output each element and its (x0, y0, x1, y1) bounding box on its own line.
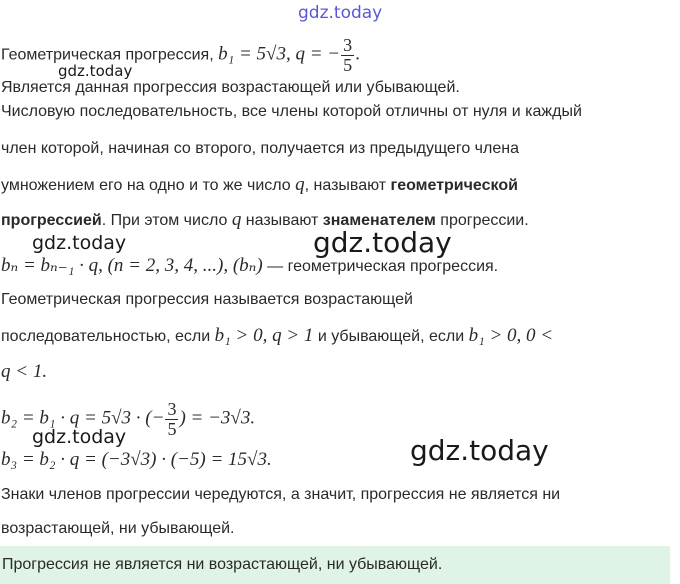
task-q-prefix: q = − (290, 43, 341, 65)
formula-definition: bₙ = bₙ₋₁ · q, (n = 2, 3, 4, ...), (bₙ) (1, 255, 263, 276)
conclusion-line-2: возрастающей, ни убывающей. (1, 520, 235, 537)
task-q-suffix: . (355, 43, 360, 65)
theory-formula-line (1, 256, 498, 277)
theory-line-1: Числовую последовательность, все члены которой отличны от нуля и каждый (1, 103, 582, 120)
formula-text: — геометрическая прогрессия. (262, 258, 499, 275)
watermark: gdz.today (313, 226, 452, 259)
text: и убывающей, если (313, 328, 469, 345)
theory-line-3 (1, 175, 518, 196)
watermark: gdz.today (32, 426, 127, 448)
math-condition-decreasing: b₁ > 0, 0 < (468, 325, 554, 346)
term-bold: прогрессией (1, 212, 102, 229)
fraction-denominator: 5 (167, 419, 177, 439)
answer-box (0, 546, 670, 584)
watermark: gdz.today (298, 3, 383, 23)
text: умножением его на одно и то же число (1, 177, 296, 194)
watermark: gdz.today (32, 232, 127, 254)
conclusion-line-1: Знаки членов прогрессии чередуются, а значит, прогрессия не является ни (1, 486, 561, 503)
answer-text: Прогрессия не является ни возрастающей, ни убывающей. (2, 556, 443, 573)
solution-b3 (1, 450, 272, 471)
b2-fraction (165, 400, 178, 439)
math-condition-q: q < 1. (1, 361, 48, 382)
fraction-denominator: 5 (343, 55, 353, 75)
text: прогрессии. (435, 212, 529, 229)
fraction-numerator: 3 (167, 399, 177, 419)
fraction-numerator: 3 (343, 35, 353, 55)
term-bold: геометрической (390, 177, 518, 194)
theory-line-2: член которой, начиная со второго, получается из предыдущего члена (1, 140, 519, 157)
math-b3: b₃ = b₂ · q = (−3√3) · (−5) = 15√3. (1, 449, 272, 470)
task-question: Является данная прогрессия возрастающей или убывающей. (1, 79, 460, 96)
watermark: gdz.today (58, 62, 133, 80)
text: называют (241, 212, 323, 229)
theory-line-6 (1, 326, 553, 347)
theory-line-5: Геометрическая прогрессия называется возрастающей (1, 291, 413, 308)
task-line (1, 36, 360, 75)
watermark: gdz.today (410, 434, 549, 467)
text: последовательностью, если (1, 328, 215, 345)
math-q: q (295, 174, 305, 195)
solution-b2 (1, 400, 255, 439)
term-bold: знаменателем (322, 212, 436, 229)
text: . При этом число (101, 212, 232, 229)
math-q: q (231, 209, 242, 230)
theory-line-7 (1, 362, 47, 383)
text: , называют (304, 177, 391, 194)
math-condition-increasing: b₁ > 0, q > 1 (214, 325, 314, 346)
theory-line-4 (1, 210, 529, 231)
task-b1: b₁ = 5√3, (218, 43, 291, 65)
math-b2-left: b₂ = b₁ · q = 5√3 · (− (1, 407, 165, 429)
task-prefix: Геометрическая прогрессия, (1, 46, 219, 64)
task-q-fraction (341, 36, 354, 75)
math-b2-right: ) = −3√3. (179, 407, 256, 429)
